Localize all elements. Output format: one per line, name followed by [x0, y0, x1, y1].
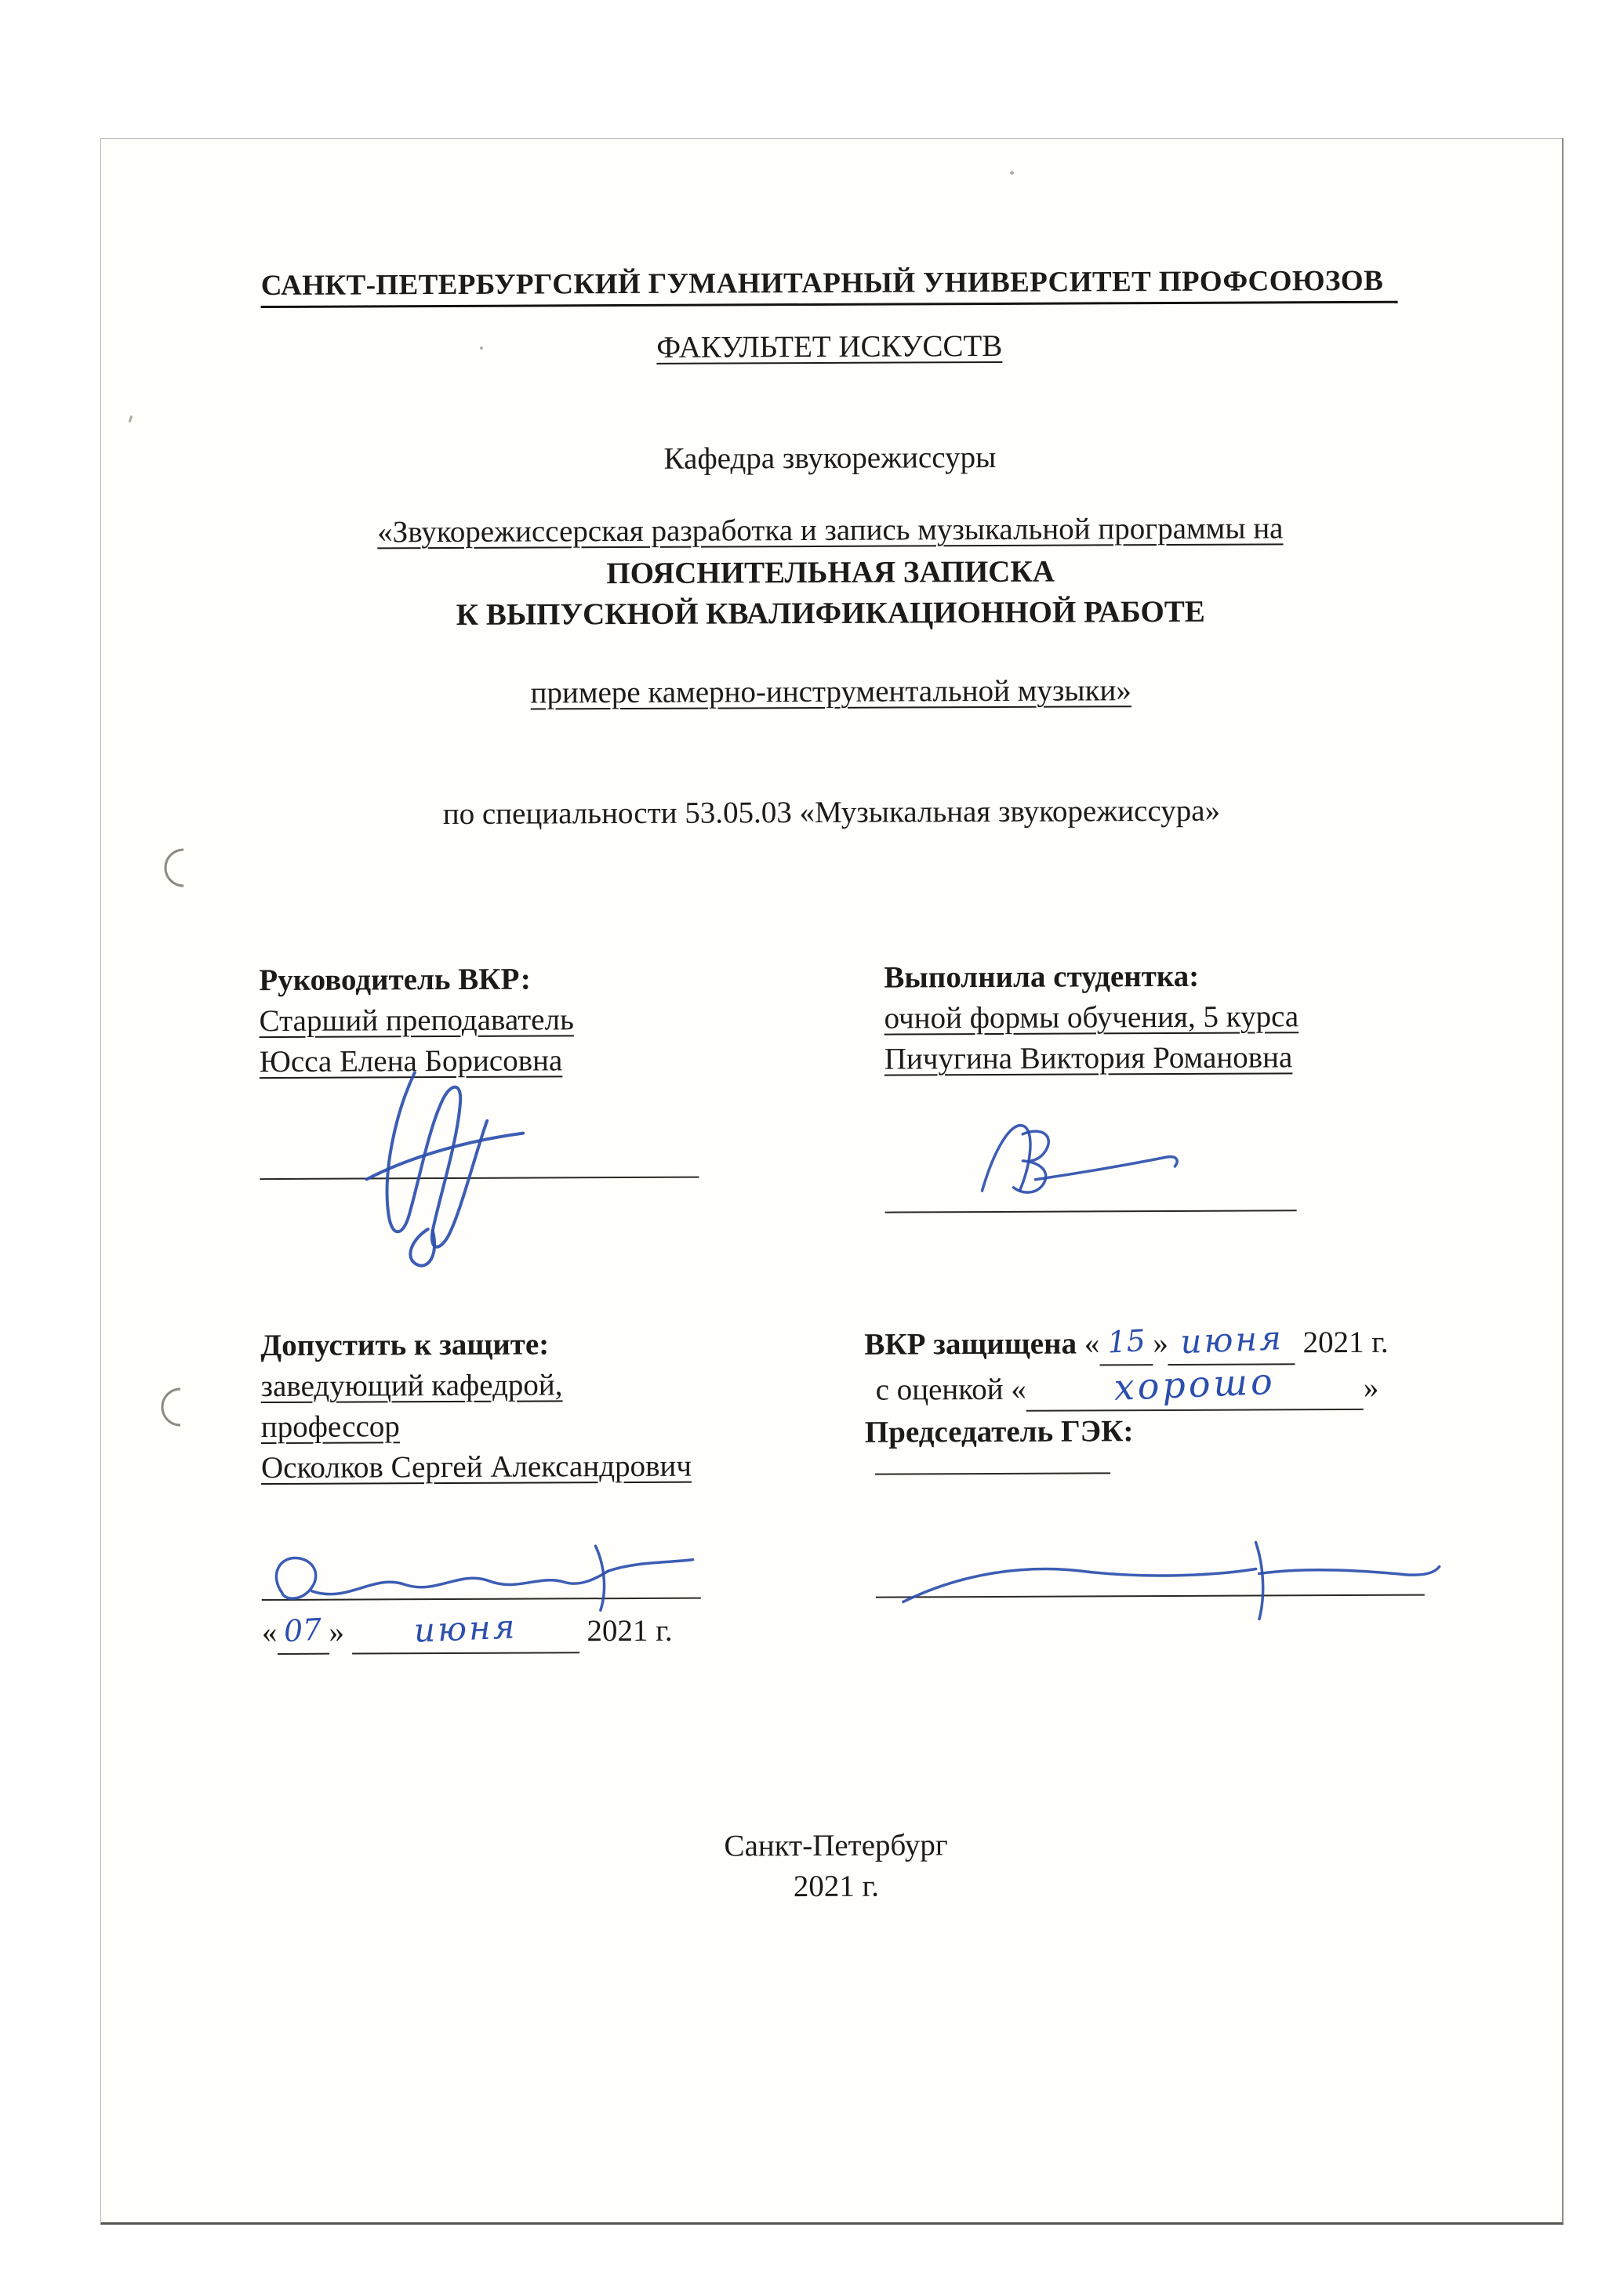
defense-label: ВКР защищена [864, 1326, 1077, 1362]
defense-block [864, 1318, 1389, 1453]
defense-date-line [864, 1318, 1389, 1367]
defense-day-handwritten: 15 [1106, 1322, 1146, 1360]
admission-block [260, 1324, 692, 1489]
defense-quote-close: » [1153, 1326, 1168, 1361]
department-title: Кафедра звукорежиссуры [663, 440, 997, 476]
footer-city-wrap [48, 1823, 1620, 1869]
footer-city: Санкт-Петербург [724, 1828, 948, 1863]
admission-month-field [352, 1609, 579, 1654]
admission-day-field [277, 1612, 329, 1655]
university-title: САНКТ-ПЕТЕРБУРГСКИЙ ГУМАНИТАРНЫЙ УНИВЕРСИТЕТ ПРОФСОЮЗОВ [261, 265, 1398, 308]
grade-quote-open: « [1011, 1372, 1026, 1406]
admission-heading: Допустить к защите: [260, 1327, 550, 1363]
chairman-short-line [875, 1472, 1110, 1474]
chairman-heading: Председатель ГЭК: [864, 1414, 1134, 1449]
student-block [884, 956, 1299, 1079]
topic-line-2: примере камерно-инструментальной музыки» [530, 673, 1131, 710]
supervisor-heading: Руководитель ВКР: [259, 962, 531, 998]
admission-quote-close: » [329, 1615, 345, 1649]
faculty-title: ФАКУЛЬТЕТ ИСКУССТВ [656, 328, 1003, 365]
student-info: очной формы обучения, 5 курса [884, 999, 1299, 1036]
specialty-line: по специальности 53.05.03 «Музыкальная звукорежиссура» [442, 793, 1221, 832]
footer-year: 2021 г. [793, 1869, 880, 1904]
admission-year: 2021 г. [587, 1613, 673, 1649]
supervisor-signature [321, 1061, 557, 1289]
topic-line-1-wrap [42, 507, 1618, 553]
student-signature [953, 1102, 1190, 1217]
supervisor-position: Старший преподаватель [259, 1003, 574, 1039]
header-department [42, 435, 1618, 481]
admission-position-1: заведующий кафедрой, [260, 1368, 563, 1404]
defense-quote-open: « [1084, 1326, 1100, 1361]
header-university [41, 260, 1617, 306]
chairman-signature [888, 1527, 1454, 1635]
specialty-wrap [43, 789, 1619, 836]
student-name: Пичугина Виктория Романовна [884, 1040, 1293, 1076]
admission-day-handwritten: 07 [283, 1612, 323, 1649]
grade-quote-close: » [1363, 1370, 1379, 1405]
student-heading: Выполнила студентка: [884, 959, 1200, 995]
topic-line-2-wrap [43, 669, 1619, 715]
defense-month-handwritten: июня [1179, 1318, 1284, 1362]
header-faculty [42, 324, 1618, 370]
admission-position-2: профессор [260, 1409, 400, 1445]
note-title-1-wrap [42, 550, 1618, 596]
supervisor-name: Юсса Елена Борисовна [259, 1043, 563, 1079]
note-title-line-2: К ВЫПУСКНОЙ КВАЛИФИКАЦИОННОЙ РАБОТЕ [456, 594, 1205, 632]
topic-line-1: «Звукорежиссерская разработка и запись музыкальной программы на [377, 511, 1284, 550]
grade-label: с оценкой [875, 1372, 1004, 1407]
note-title-line-1: ПОЯСНИТЕЛЬНАЯ ЗАПИСКА [606, 554, 1055, 591]
grade-handwritten: хорошо [1113, 1359, 1277, 1409]
defense-day-field [1099, 1322, 1153, 1366]
footer-year-wrap [48, 1863, 1620, 1910]
note-title-2-wrap [42, 590, 1618, 637]
admission-name: Осколков Сергей Александрович [260, 1449, 692, 1485]
defense-month-field [1168, 1318, 1295, 1366]
admission-month-handwritten: июня [413, 1607, 518, 1650]
grade-field [1026, 1359, 1364, 1412]
admission-quote-open: « [261, 1615, 278, 1650]
defense-grade-line [865, 1359, 1389, 1413]
defense-year: 2021 г. [1302, 1325, 1389, 1360]
admission-date-line [262, 1609, 673, 1655]
